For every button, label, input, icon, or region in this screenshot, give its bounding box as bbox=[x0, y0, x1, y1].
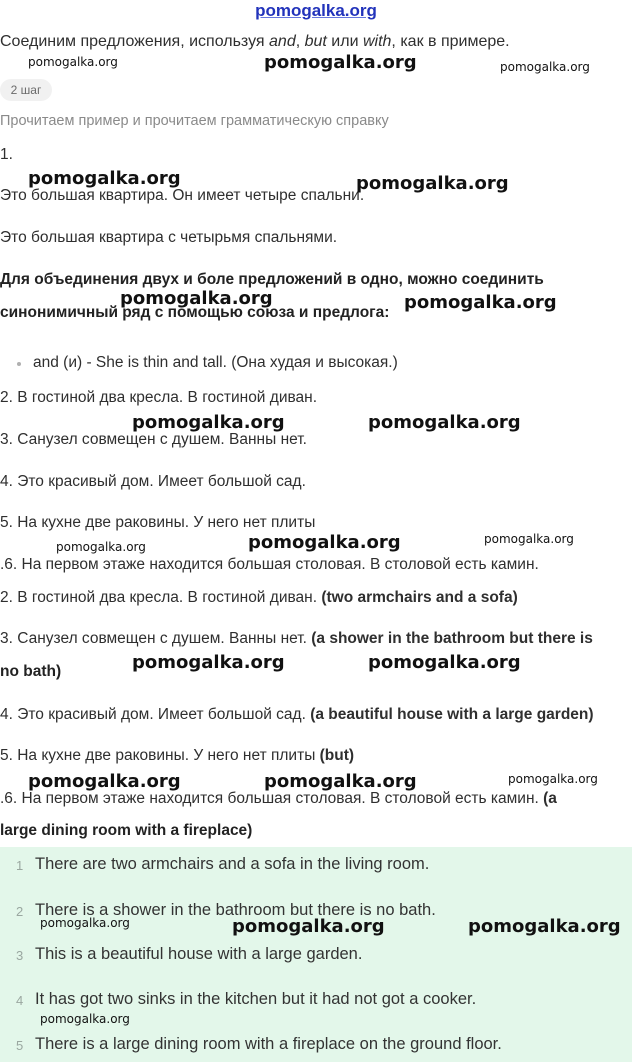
hint-item: 4. Это красивый дом. Имеет большой сад. (a beautiful house with a large garden) bbox=[0, 706, 594, 723]
answer-block bbox=[0, 847, 632, 1062]
watermark: pomogalka.org bbox=[120, 288, 273, 309]
answer-number: 2 bbox=[16, 904, 24, 919]
bullet-example: and (и) - She is thin and tall. (Она худая и высокая.) bbox=[33, 354, 398, 371]
watermark: pomogalka.org bbox=[248, 532, 401, 553]
watermark: pomogalka.org bbox=[28, 771, 181, 792]
watermark: pomogalka.org bbox=[508, 772, 598, 786]
step-subtitle: Прочитаем пример и прочитаем грамматическую справку bbox=[0, 113, 389, 129]
answer-text: There is a shower in the bathroom but there is no bath. bbox=[35, 901, 436, 919]
task-item: 5. На кухне две раковины. У него нет плиты bbox=[0, 514, 316, 531]
answer-number: 3 bbox=[16, 948, 24, 963]
hint-phrase: (a beautiful house with a large garden) bbox=[310, 706, 594, 723]
task-item: .6. На первом этаже находится большая столовая. В столовой есть камин. bbox=[0, 556, 539, 573]
hint-phrase-continued: no bath) bbox=[0, 663, 62, 680]
site-header-link[interactable]: pomogalka.org bbox=[255, 1, 377, 20]
watermark: pomogalka.org bbox=[28, 55, 118, 69]
hint-item: .6. На первом этаже находится большая столовая. В столовой есть камин. (a bbox=[0, 790, 557, 807]
answer-number: 1 bbox=[16, 858, 24, 873]
watermark: pomogalka.org bbox=[356, 173, 509, 194]
hint-phrase: (a bbox=[543, 790, 557, 807]
watermark: pomogalka.org bbox=[40, 1012, 130, 1026]
watermark: pomogalka.org bbox=[264, 771, 417, 792]
watermark: pomogalka.org bbox=[56, 540, 146, 554]
answer-text: This is a beautiful house with a large garden. bbox=[35, 945, 363, 963]
watermark: pomogalka.org bbox=[132, 412, 285, 433]
answer-number: 5 bbox=[16, 1038, 24, 1053]
example-combined: Это большая квартира с четырьмя спальнями. bbox=[0, 229, 338, 246]
instruction-part: Соединим предложения, используя bbox=[0, 33, 270, 50]
example-sentence: Это большая квартира. Он имеет четыре спальни. bbox=[0, 187, 365, 204]
hint-item: 3. Санузел совмещен с душем. Ванны нет. (a shower in the bathroom but there is bbox=[0, 630, 593, 647]
watermark: pomogalka.org bbox=[468, 916, 621, 937]
instruction-with: with bbox=[362, 33, 392, 50]
watermark: pomogalka.org bbox=[132, 652, 285, 673]
watermark: pomogalka.org bbox=[264, 52, 417, 73]
bullet-dot bbox=[17, 362, 21, 366]
instruction-text bbox=[0, 33, 510, 51]
hint-phrase: (two armchairs and a sofa) bbox=[321, 589, 518, 606]
hint-phrase: (a shower in the bathroom but there is bbox=[311, 630, 593, 647]
watermark: pomogalka.org bbox=[500, 60, 590, 74]
instruction-part: , bbox=[295, 33, 305, 50]
watermark: pomogalka.org bbox=[368, 412, 521, 433]
watermark: pomogalka.org bbox=[368, 652, 521, 673]
task-item: 2. В гостиной два кресла. В гостиной диван. bbox=[0, 389, 318, 406]
hint-item: 5. На кухне две раковины. У него нет плиты (but) bbox=[0, 747, 355, 764]
rule-line-2: синонимичный ряд с помощью союза и предлога: bbox=[0, 304, 390, 321]
hint-phrase-continued: large dining room with a fireplace) bbox=[0, 822, 253, 839]
example-number: 1. bbox=[0, 146, 13, 163]
watermark: pomogalka.org bbox=[404, 292, 557, 313]
hint-phrase: (but) bbox=[319, 747, 355, 764]
rule-line-1: Для объединения двух и боле предложений в одно, можно соединить bbox=[0, 271, 544, 288]
instruction-part: или bbox=[326, 33, 363, 50]
instruction-and: and bbox=[269, 33, 296, 50]
answer-number: 4 bbox=[16, 993, 24, 1008]
answer-text: There is a large dining room with a fireplace on the ground floor. bbox=[35, 1035, 502, 1053]
instruction-but: but bbox=[304, 33, 327, 50]
step-badge: 2 шаг bbox=[0, 79, 52, 101]
watermark: pomogalka.org bbox=[484, 532, 574, 546]
answer-text: It has got two sinks in the kitchen but it had not got a cooker. bbox=[35, 990, 477, 1008]
watermark: pomogalka.org bbox=[40, 916, 130, 930]
task-item: 4. Это красивый дом. Имеет большой сад. bbox=[0, 473, 306, 490]
answer-text: There are two armchairs and a sofa in the living room. bbox=[35, 855, 430, 873]
hint-item: 2. В гостиной два кресла. В гостиной диван. (two armchairs and a sofa) bbox=[0, 589, 518, 606]
task-item: 3. Санузел совмещен с душем. Ванны нет. bbox=[0, 431, 307, 448]
instruction-part: , как в примере. bbox=[391, 33, 510, 50]
watermark: pomogalka.org bbox=[232, 916, 385, 937]
watermark: pomogalka.org bbox=[28, 168, 181, 189]
